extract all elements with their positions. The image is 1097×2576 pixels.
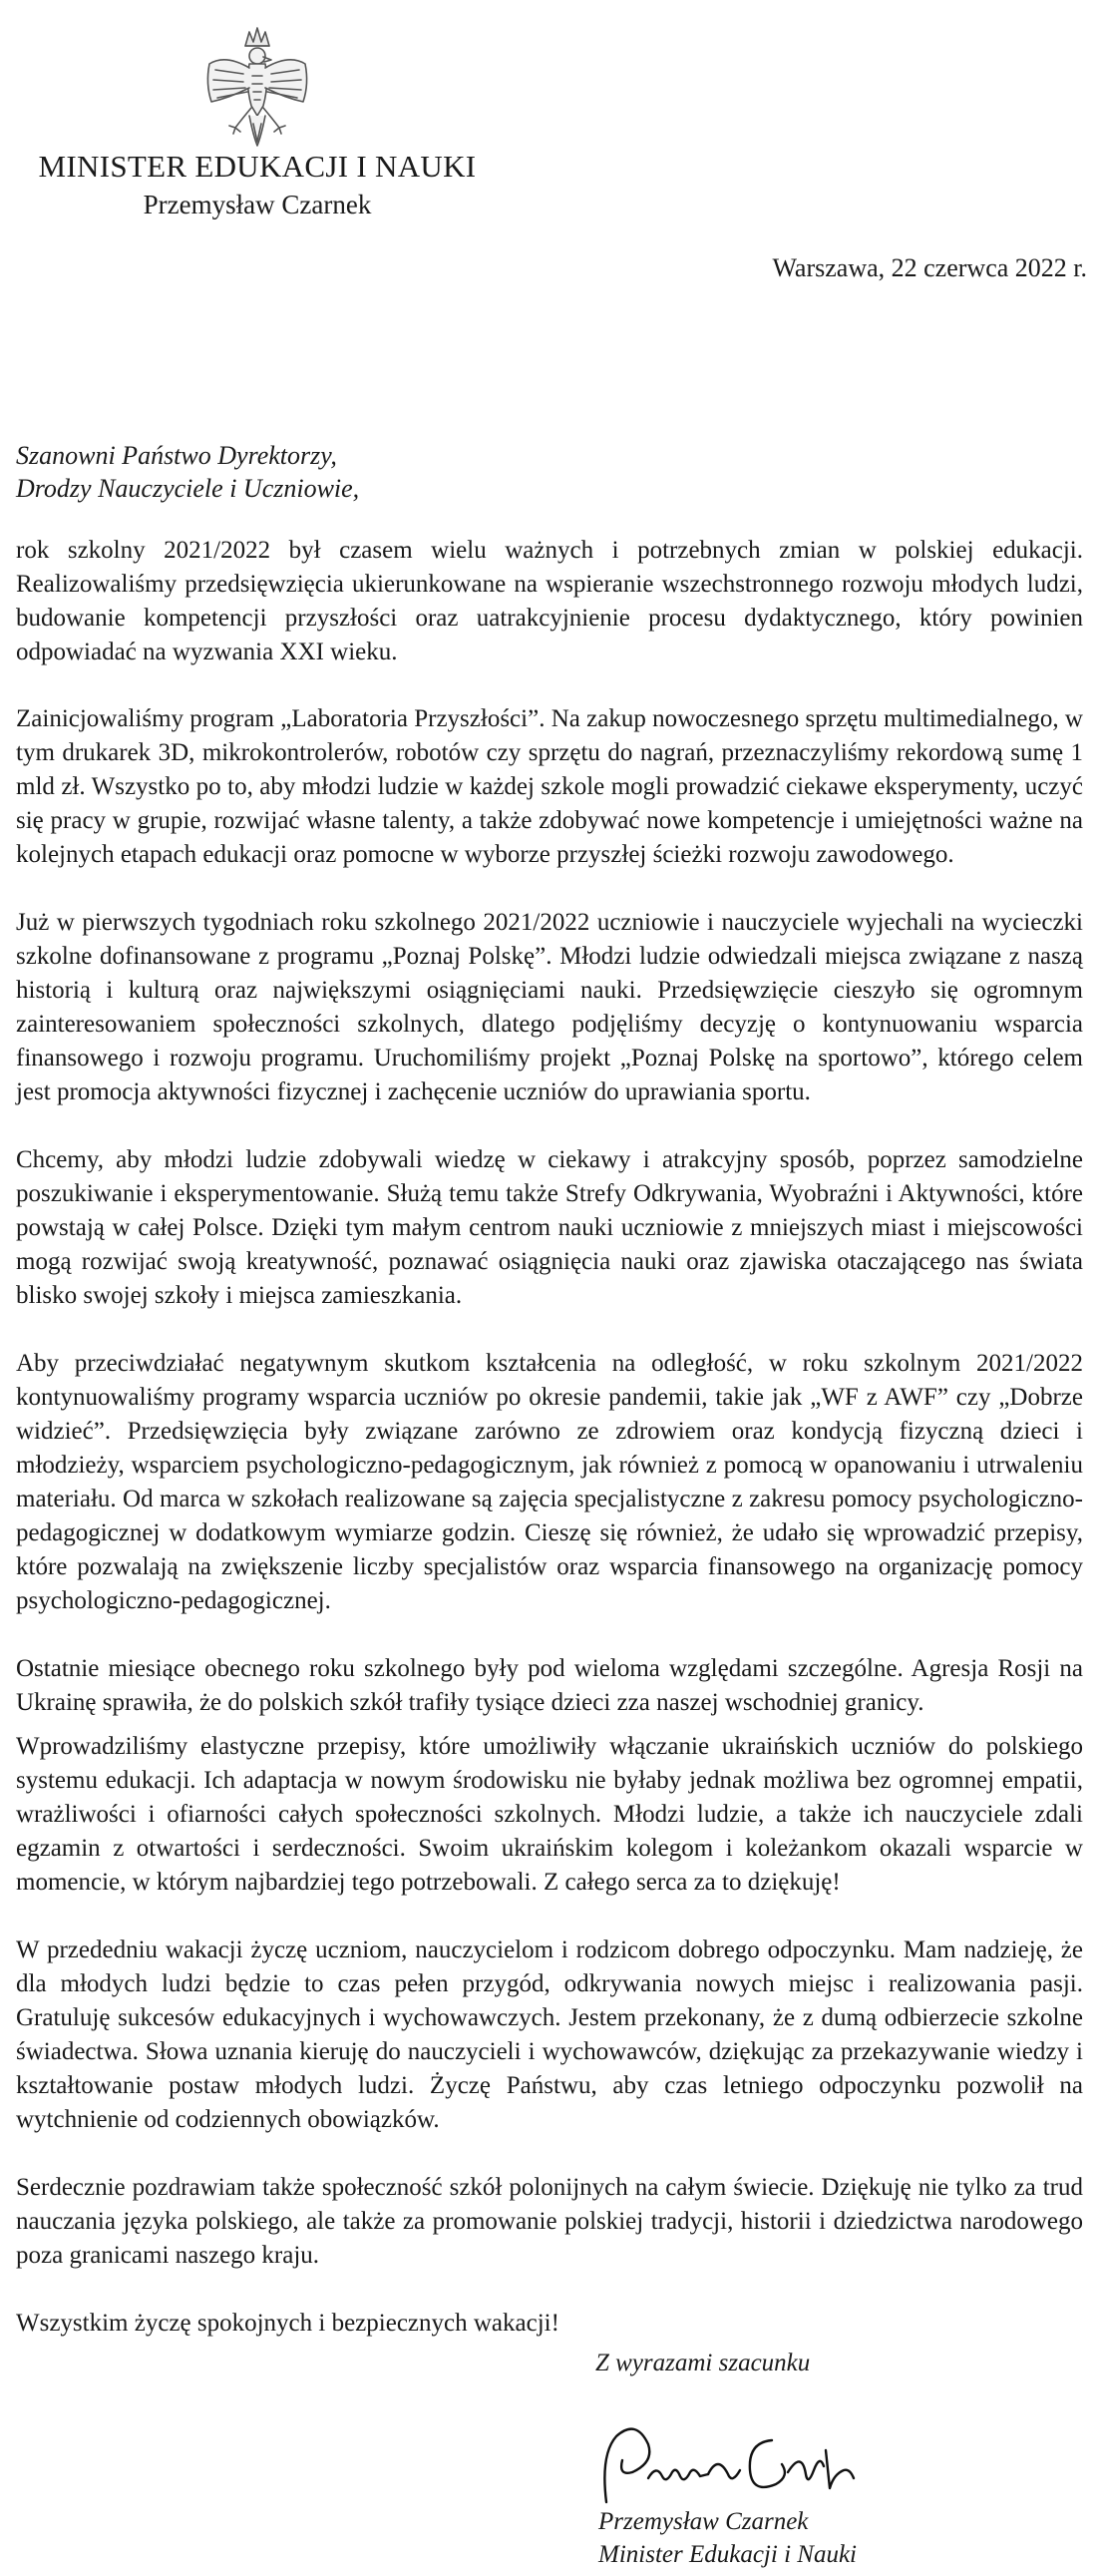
signatory-title: Minister Edukacji i Nauki — [598, 2541, 857, 2568]
paragraph-2: Zainicjowaliśmy program „Laboratoria Przyszłości”. Na zakup nowoczesnego sprzętu multimedialnego, w tym drukarek 3D, mikrokontrolerów, robotów czy sprzętu do nagrań, przeznaczyliśmy rekordową sumę 1 mld zł. Wszystko po to, aby młodzi ludzie w każdej szkole mogli prowadzić ciekawe eksperymenty, uczyć się pracy w grupie, rozwijać własne talenty, a także zdobywać nowe kompetencje i umiejętności ważne na kolejnych etapach edukacji oraz pomocne w wyborze przyszłej ścieżki rozwoju zawodowego. — [16, 705, 1083, 868]
header-title: MINISTER EDUKACJI I NAUKI — [38, 149, 477, 184]
paragraph-7: Wprowadziliśmy elastyczne przepisy, które umożliwiły włączanie ukraińskich uczniów do polskiego systemu edukacji. Ich adaptacja w nowym środowisku nie byłaby jednak możliwa bez ogromnej empatii, wrażliwości i ofiarności całych społeczności szkolnych. Młodzi ludzie, a także ich nauczyciele zdali egzamin z otwartości i serdeczności. Swoim ukraińskim kolegom i koleżankom okazali wsparcie w momencie, w którym najbardziej tego potrzebowali. Z całego serca za to dziękuję! — [16, 1733, 1083, 1896]
paragraph-1: rok szkolny 2021/2022 był czasem wielu ważnych i potrzebnych zmian w polskiej edukacji. Realizowaliśmy przedsięwzięcia ukierunkowane na wspieranie wszechstronnego rozwoju młodych ludzi, budowanie kompetencji przyszłości oraz uatrakcyjnienie procesu dydaktycznego, który powinien odpowiadać na wyzwania XXI wieku. — [16, 537, 1083, 665]
paragraph-6: Ostatnie miesiące obecnego roku szkolnego były pod wieloma względami szczególne. Agresja Rosji na Ukrainę sprawiła, że do polskich szkół trafiły tysiące dzieci zza naszej wschodniej granicy. — [16, 1655, 1083, 1716]
header-name: Przemysław Czarnek — [143, 190, 372, 219]
polish-eagle-icon — [195, 24, 319, 164]
paragraph-5: Aby przeciwdziałać negatywnym skutkom kształcenia na odległość, w roku szkolnym 2021/2022 kontynuowaliśmy programy wsparcia uczniów po okresie pandemii, takie jak „WF z AWF” czy „Dobrze widzieć”. Przedsięwzięcia były związane zarówno ze zdrowiem oraz kondycją fizyczną dzieci i młodzieży, wsparciem psychologiczno-pedagogicznym, jak również z pomocą w opanowaniu i utrwaleniu materiału. Od marca w szkołach realizowane są zajęcia specjalistyczne z zakresu pomocy psychologiczno-pedagogicznej w dodatkowym wymiarze godzin. Cieszę się również, że udało się wprowadzić przepisy, które pozwalają na zwiększenie liczby specjalistów oraz wsparcia finansowego na organizację pomocy psychologiczno-pedagogicznej. — [16, 1350, 1083, 1614]
paragraph-8: W przededniu wakacji życzę uczniom, nauczycielom i rodzicom dobrego odpoczynku. Mam nadzieję, że dla młodych ludzi będzie to czas pełen przygód, odkrywania nowych miejsc i realizowania pasji. Gratuluję sukcesów edukacyjnych i wychowawczych. Jestem przekonany, że z dumą odbierzecie szkolne świadectwa. Słowa uznania kieruję do nauczycieli i wychowawców, dziękując za przekazywanie wiedzy i kształtowanie postaw młodych ludzi. Życzę Państwu, aby czas letniego odpoczynku pozwolił na wytchnienie od codziennych obowiązków. — [16, 1936, 1083, 2133]
paragraph-4: Chcemy, aby młodzi ludzie zdobywali wiedzę w ciekawy i atrakcyjny sposób, poprzez samodzielne poszukiwanie i eksperymentowanie. Służą temu także Strefy Odkrywania, Wyobraźni i Aktywności, które powstają w całej Polsce. Dzięki tym małym centrom nauki uczniowie z mniejszych miast i miejscowości mogą rozwijać swoją kreatywność, poznawać osiągnięcia nauki oraz zjawiska otaczającego nas świata blisko swojej szkoły i miejsca zamieszkania. — [16, 1146, 1083, 1309]
salutation — [16, 439, 359, 505]
paragraph-10: Wszystkim życzę spokojnych i bezpiecznych wakacji! — [16, 2310, 559, 2337]
salutation-line-1: Szanowni Państwo Dyrektorzy, — [16, 441, 337, 470]
salutation-line-2: Drodzy Nauczyciele i Uczniowie, — [16, 474, 360, 503]
paragraph-3: Już w pierwszych tygodniach roku szkolnego 2021/2022 uczniowie i nauczyciele wyjechali na wycieczki szkolne dofinansowane z programu „Poznaj Polskę”. Młodzi ludzie odwiedzali miejsca związane z naszą historią i kulturą oraz największymi osiągnięciami nauki. Przedsięwzięcie cieszyło się ogromnym zainteresowaniem społeczności szkolnych, dlatego podjęliśmy decyzję o kontynuowaniu wsparcia finansowego i rozwoju programu. Uruchomiliśmy projekt „Poznaj Polskę na sportowo”, którego celem jest promocja aktywności fizycznej i zachęcenie uczniów do uprawiania sportu. — [16, 909, 1083, 1105]
handwritten-signature-icon — [592, 2414, 872, 2514]
closing-formula: Z wyrazami szacunku — [595, 2350, 811, 2376]
letter-body — [16, 534, 1083, 2341]
paragraph-9: Serdecznie pozdrawiam także społeczność szkół polonijnych na całym świecie. Dziękuję nie tylko za trud nauczania języka polskiego, ale także za promowanie polskiej tradycji, historii i dziedzictwa narodowego poza granicami naszego kraju. — [16, 2174, 1083, 2269]
signatory-name: Przemysław Czarnek — [598, 2508, 809, 2535]
letter-date: Warszawa, 22 czerwca 2022 r. — [772, 253, 1087, 282]
